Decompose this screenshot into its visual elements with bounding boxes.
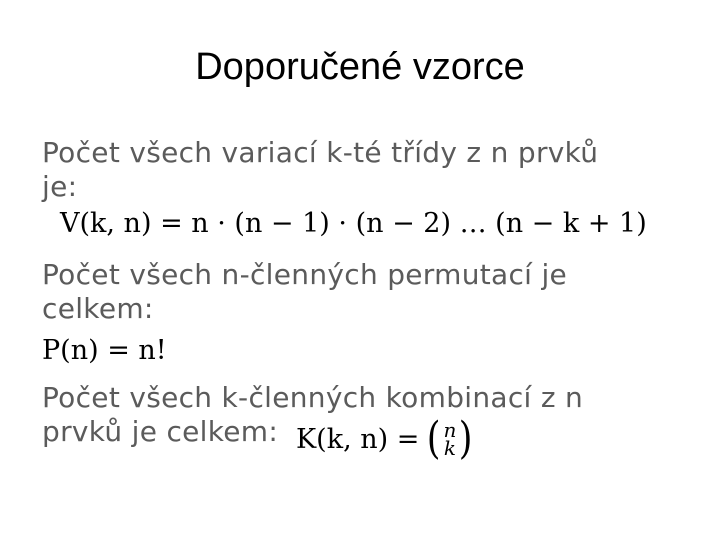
right-paren: ) xyxy=(459,413,473,464)
variations-text-line2: je: xyxy=(42,170,78,203)
binomial-stack xyxy=(443,418,457,460)
left-paren: ( xyxy=(427,413,441,464)
combinations-formula xyxy=(296,413,475,464)
permutations-formula: P(n) = n! xyxy=(42,335,167,366)
permutations-text-line1: Počet všech n-členných permutací je xyxy=(42,258,568,291)
binomial-bottom: k xyxy=(443,436,457,460)
combinations-text-line2: prvků je celkem: xyxy=(42,415,279,448)
variations-text-line1: Počet všech variací k-té třídy z n prvků xyxy=(42,136,599,169)
combinations-text-line1: Počet všech k-členných kombinací z n xyxy=(42,381,584,414)
variations-formula: V(k, n) = n · (n − 1) · (n − 2) … (n − k + 1) xyxy=(60,208,647,239)
combinations-formula-lhs: K(k, n) = xyxy=(296,423,420,455)
variations-description xyxy=(42,136,702,204)
slide-title: Doporučené vzorce xyxy=(195,46,525,88)
binomial-coefficient xyxy=(425,413,474,464)
binomial-top: n xyxy=(443,418,457,442)
permutations-text-line2: celkem: xyxy=(42,292,154,325)
permutations-description xyxy=(42,258,702,326)
